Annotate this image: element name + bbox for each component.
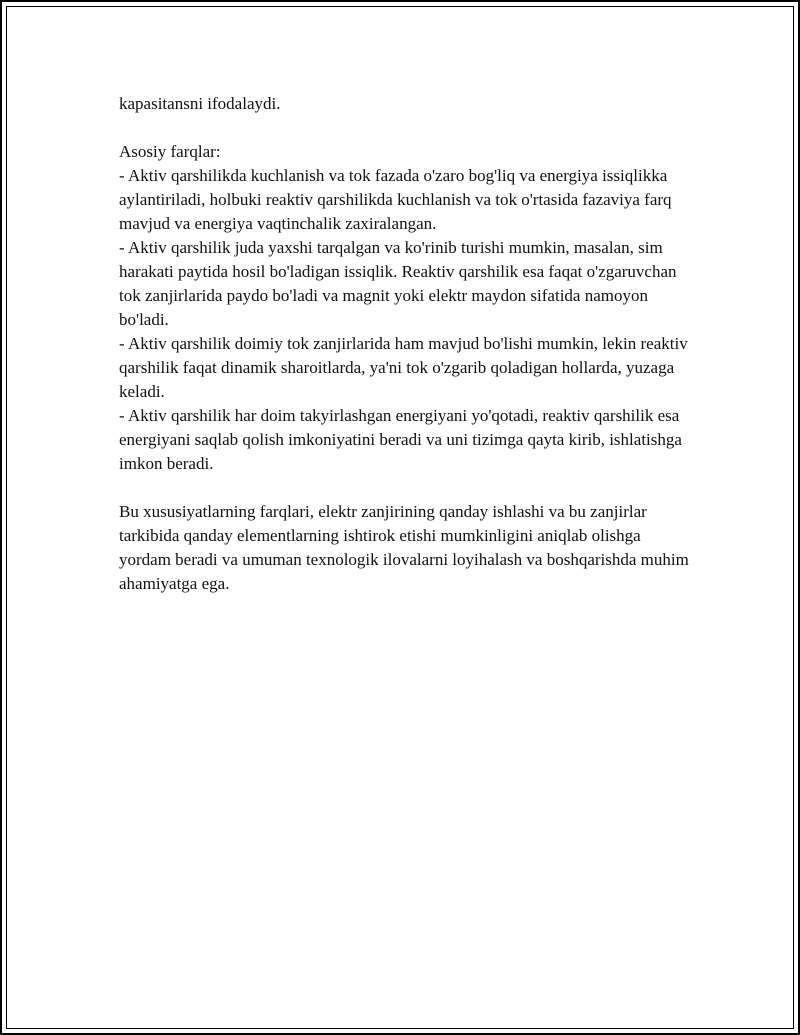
- paragraph-gap: [119, 116, 694, 140]
- difference-item-4: - Aktiv qarshilik har doim takyirlashgan energiyani yo'qotadi, reaktiv qarshilik esa energiyani saqlab qolish imkoniyatini beradi va uni tizimga qayta kirib, ishlatishga imkon beradi.: [119, 406, 682, 473]
- differences-heading: Asosiy farqlar:: [119, 142, 221, 161]
- paragraph-gap: [119, 476, 694, 500]
- intro-line: kapasitansni ifodalaydi.: [119, 94, 281, 113]
- difference-item-3: - Aktiv qarshilik doimiy tok zanjirlarida ham mavjud bo'lishi mumkin, lekin reaktiv qarshilik faqat dinamik sharoitlarda, ya'ni tok o'zgarib qoladigan hollarda, yuzaga keladi.: [119, 334, 688, 401]
- document-body: [119, 92, 694, 596]
- difference-item-1: - Aktiv qarshilikda kuchlanish va tok fazada o'zaro bog'liq va energiya issiqlikka aylantiriladi, holbuki reaktiv qarshilikda kuchlanish va tok o'rtasida fazaviya farq mavjud va energiya vaqtinchalik zaxiralangan.: [119, 166, 672, 233]
- conclusion-paragraph: Bu xususiyatlarning farqlari, elektr zanjirining qanday ishlashi va bu zanjirlar tarkibida qanday elementlarning ishtirok etishi mumkinligini aniqlab olishga yordam beradi va umuman texnologik ilovalarni loyihalash va boshqarishda muhim ahamiyatga ega.: [119, 502, 689, 593]
- difference-item-2: - Aktiv qarshilik juda yaxshi tarqalgan va ko'rinib turishi mumkin, masalan, sim harakati paytida hosil bo'ladigan issiqlik. Reaktiv qarshilik esa faqat o'zgaruvchan tok zanjirlarida paydo bo'ladi va magnit yoki elektr maydon sifatida namoyon bo'ladi.: [119, 238, 677, 329]
